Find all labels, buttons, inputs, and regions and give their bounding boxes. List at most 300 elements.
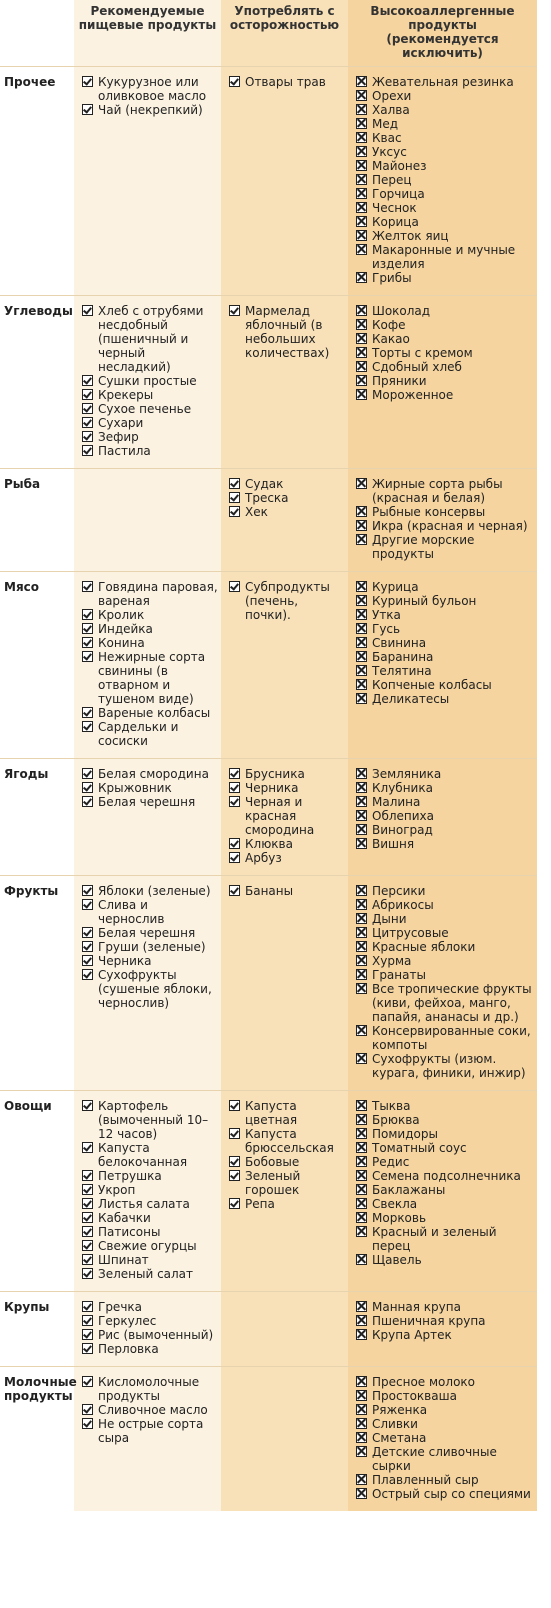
- list-item-label: Манная крупа: [372, 1300, 461, 1314]
- recommended-list: [82, 884, 218, 1010]
- recommended-list: [82, 580, 218, 748]
- list-item-label: Сухофрукты (изюм. курага, финики, инжир): [372, 1052, 526, 1080]
- caution-cell: [221, 1367, 348, 1512]
- checkbox-crossed-icon: [356, 1053, 367, 1064]
- checkbox-crossed-icon: [356, 1025, 367, 1036]
- recommended-cell: [74, 296, 221, 469]
- list-item-label: Крыжовник: [98, 781, 172, 795]
- list-item-label: Сухое печенье: [98, 402, 192, 416]
- checkbox-checked-icon: [82, 623, 93, 634]
- list-item-label: Зеленый горошек: [245, 1169, 301, 1197]
- checkbox-checked-icon: [82, 1376, 93, 1387]
- list-item: [356, 926, 534, 940]
- checkbox-crossed-icon: [356, 768, 367, 779]
- list-item: [229, 477, 345, 491]
- list-item-label: Белая черешня: [98, 926, 196, 940]
- list-item-label: Тыква: [372, 1099, 411, 1113]
- list-item: [356, 374, 534, 388]
- list-item: [356, 519, 534, 533]
- list-item-label: Корица: [372, 215, 419, 229]
- checkbox-checked-icon: [82, 651, 93, 662]
- caution-cell: [221, 572, 348, 759]
- list-item-label: Брюква: [372, 1113, 420, 1127]
- checkbox-checked-icon: [229, 76, 240, 87]
- list-item-label: Репа: [245, 1197, 275, 1211]
- list-item: [356, 954, 534, 968]
- list-item-label: Свекла: [372, 1197, 418, 1211]
- checkbox-crossed-icon: [356, 90, 367, 101]
- list-item: [82, 1403, 218, 1417]
- checkbox-checked-icon: [82, 1301, 93, 1312]
- checkbox-crossed-icon: [356, 899, 367, 910]
- list-item: [82, 580, 218, 608]
- checkbox-crossed-icon: [356, 1184, 367, 1195]
- list-item-label: Хлеб с отрубями несдобный (пшеничный и черный несладкий): [98, 304, 204, 374]
- checkbox-checked-icon: [229, 305, 240, 316]
- list-item: [356, 477, 534, 505]
- checkbox-crossed-icon: [356, 913, 367, 924]
- list-item-label: Клубника: [372, 781, 433, 795]
- list-item: [356, 767, 534, 781]
- checkbox-crossed-icon: [356, 160, 367, 171]
- list-item: [82, 1342, 218, 1356]
- list-item: [356, 884, 534, 898]
- list-item: [356, 229, 534, 243]
- list-item-label: Черника: [98, 954, 152, 968]
- recommended-cell: [74, 469, 221, 572]
- list-item-label: Черная и красная смородина: [245, 795, 315, 837]
- list-item: [229, 1169, 345, 1197]
- checkbox-checked-icon: [82, 1170, 93, 1181]
- list-item: [356, 1445, 534, 1473]
- list-item: [356, 898, 534, 912]
- list-item: [82, 304, 218, 374]
- caution-cell: [221, 1091, 348, 1292]
- category-cell: Фрукты: [0, 876, 74, 1091]
- list-item: [356, 580, 534, 594]
- list-item: [356, 1389, 534, 1403]
- recommended-list: [82, 1300, 218, 1356]
- list-item-label: Хек: [245, 505, 268, 519]
- list-item-label: Облепиха: [372, 809, 434, 823]
- list-item-label: Утка: [372, 608, 401, 622]
- list-item: [82, 884, 218, 898]
- checkbox-checked-icon: [82, 1184, 93, 1195]
- list-item: [356, 1052, 534, 1080]
- list-item-label: Пряники: [372, 374, 427, 388]
- list-item-label: Простокваша: [372, 1389, 457, 1403]
- checkbox-checked-icon: [82, 969, 93, 980]
- list-item-label: Помидоры: [372, 1127, 438, 1141]
- list-item-label: Черника: [245, 781, 299, 795]
- excluded-cell: [348, 296, 537, 469]
- list-item-label: Пастила: [98, 444, 151, 458]
- list-item-label: Курица: [372, 580, 419, 594]
- list-item: [229, 795, 345, 837]
- list-item: [82, 1417, 218, 1445]
- checkbox-checked-icon: [82, 1226, 93, 1237]
- checkbox-checked-icon: [229, 478, 240, 489]
- list-item: [356, 1183, 534, 1197]
- checkbox-checked-icon: [229, 852, 240, 863]
- checkbox-crossed-icon: [356, 838, 367, 849]
- list-item: [356, 131, 534, 145]
- table-row: [0, 67, 537, 296]
- checkbox-checked-icon: [82, 707, 93, 718]
- list-item: [82, 1267, 218, 1281]
- list-item: [82, 1225, 218, 1239]
- table-body: [0, 67, 537, 1512]
- list-item: [229, 304, 345, 360]
- list-item-label: Сухофрукты (сушеные яблоки, чернослив): [98, 968, 212, 1010]
- list-item-label: Субпродукты (печень, почки).: [245, 580, 330, 622]
- list-item: [356, 1024, 534, 1052]
- list-item-label: Баранина: [372, 650, 434, 664]
- excluded-cell: [348, 876, 537, 1091]
- caution-header: Употреблять с осторожностью: [221, 0, 348, 67]
- list-item-label: Плавленный сыр: [372, 1473, 479, 1487]
- category-cell: Овощи: [0, 1091, 74, 1292]
- list-item: [356, 1328, 534, 1342]
- list-item: [356, 1253, 534, 1267]
- list-item-label: Какао: [372, 332, 410, 346]
- list-item: [356, 1113, 534, 1127]
- header-row: [0, 0, 537, 67]
- checkbox-crossed-icon: [356, 941, 367, 952]
- recommended-list: [82, 1375, 218, 1445]
- checkbox-crossed-icon: [356, 272, 367, 283]
- excluded-cell: [348, 759, 537, 876]
- list-item: [229, 1197, 345, 1211]
- checkbox-crossed-icon: [356, 76, 367, 87]
- category-cell: Углеводы: [0, 296, 74, 469]
- category-header: [0, 0, 74, 67]
- list-item-label: Сливочное масло: [98, 1403, 208, 1417]
- list-item: [229, 75, 345, 89]
- checkbox-checked-icon: [82, 104, 93, 115]
- checkbox-crossed-icon: [356, 1114, 367, 1125]
- list-item-label: Майонез: [372, 159, 427, 173]
- checkbox-crossed-icon: [356, 202, 367, 213]
- excluded-cell: [348, 67, 537, 296]
- list-item: [356, 968, 534, 982]
- list-item-label: Крупа Артек: [372, 1328, 452, 1342]
- list-item-label: Ряженка: [372, 1403, 428, 1417]
- list-item: [82, 968, 218, 1010]
- list-item-label: Белая черешня: [98, 795, 196, 809]
- checkbox-crossed-icon: [356, 609, 367, 620]
- excluded-list: [356, 1375, 534, 1501]
- table-row: [0, 1091, 537, 1292]
- checkbox-checked-icon: [82, 445, 93, 456]
- checkbox-checked-icon: [82, 941, 93, 952]
- checkbox-crossed-icon: [356, 118, 367, 129]
- caution-list: [229, 1099, 345, 1211]
- list-item-label: Капуста белокочанная: [98, 1141, 188, 1169]
- list-item: [82, 1183, 218, 1197]
- checkbox-crossed-icon: [356, 1100, 367, 1111]
- list-item: [356, 823, 534, 837]
- list-item-label: Кофе: [372, 318, 406, 332]
- list-item-label: Арбуз: [245, 851, 282, 865]
- list-item-label: Грибы: [372, 271, 412, 285]
- list-item: [356, 318, 534, 332]
- list-item: [356, 608, 534, 622]
- checkbox-crossed-icon: [356, 983, 367, 994]
- list-item: [356, 117, 534, 131]
- list-item: [229, 1099, 345, 1127]
- list-item: [356, 1300, 534, 1314]
- list-item-label: Макаронные и мучные изделия: [372, 243, 516, 271]
- checkbox-checked-icon: [82, 76, 93, 87]
- recommended-list: [82, 767, 218, 809]
- list-item: [356, 912, 534, 926]
- list-item: [356, 346, 534, 360]
- list-item-label: Орехи: [372, 89, 412, 103]
- checkbox-crossed-icon: [356, 478, 367, 489]
- list-item: [356, 1099, 534, 1113]
- list-item-label: Малина: [372, 795, 421, 809]
- list-item: [82, 103, 218, 117]
- list-item: [82, 1141, 218, 1169]
- list-item-label: Груши (зеленые): [98, 940, 206, 954]
- checkbox-checked-icon: [82, 1240, 93, 1251]
- checkbox-crossed-icon: [356, 782, 367, 793]
- excluded-list: [356, 1099, 534, 1267]
- list-item-label: Щавель: [372, 1253, 422, 1267]
- list-item: [356, 215, 534, 229]
- checkbox-crossed-icon: [356, 1376, 367, 1387]
- checkbox-crossed-icon: [356, 1226, 367, 1237]
- list-item: [356, 1487, 534, 1501]
- list-item: [356, 1431, 534, 1445]
- list-item-label: Рис (вымоченный): [98, 1328, 214, 1342]
- checkbox-checked-icon: [229, 1170, 240, 1181]
- caution-cell: [221, 296, 348, 469]
- list-item: [356, 982, 534, 1024]
- list-item: [82, 1314, 218, 1328]
- caution-cell: [221, 469, 348, 572]
- checkbox-crossed-icon: [356, 1418, 367, 1429]
- list-item: [356, 650, 534, 664]
- checkbox-crossed-icon: [356, 1432, 367, 1443]
- checkbox-crossed-icon: [356, 955, 367, 966]
- list-item-label: Вишня: [372, 837, 415, 851]
- checkbox-crossed-icon: [356, 506, 367, 517]
- checkbox-checked-icon: [82, 782, 93, 793]
- list-item: [229, 505, 345, 519]
- checkbox-checked-icon: [82, 1329, 93, 1340]
- list-item-label: Редис: [372, 1155, 410, 1169]
- list-item-label: Перловка: [98, 1342, 159, 1356]
- checkbox-crossed-icon: [356, 595, 367, 606]
- list-item-label: Капуста брюссельская: [245, 1127, 334, 1155]
- list-item-label: Индейка: [98, 622, 153, 636]
- recommended-list: [82, 1099, 218, 1281]
- list-item-label: Кисломолочные продукты: [98, 1375, 200, 1403]
- recommended-cell: [74, 1292, 221, 1367]
- list-item-label: Геркулес: [98, 1314, 157, 1328]
- list-item: [229, 851, 345, 865]
- caution-list: [229, 304, 345, 360]
- list-item-label: Морковь: [372, 1211, 427, 1225]
- list-item-label: Мороженное: [372, 388, 454, 402]
- checkbox-crossed-icon: [356, 824, 367, 835]
- recommended-cell: [74, 1091, 221, 1292]
- list-item: [82, 795, 218, 809]
- checkbox-checked-icon: [82, 417, 93, 428]
- list-item-label: Телятина: [372, 664, 432, 678]
- checkbox-crossed-icon: [356, 637, 367, 648]
- list-item-label: Сухари: [98, 416, 144, 430]
- checkbox-crossed-icon: [356, 1128, 367, 1139]
- checkbox-crossed-icon: [356, 188, 367, 199]
- checkbox-crossed-icon: [356, 305, 367, 316]
- checkbox-checked-icon: [82, 389, 93, 400]
- list-item: [82, 636, 218, 650]
- checkbox-crossed-icon: [356, 244, 367, 255]
- excluded-list: [356, 884, 534, 1080]
- list-item-label: Перец: [372, 173, 412, 187]
- list-item-label: Кукурузное или оливковое масло: [98, 75, 207, 103]
- list-item: [356, 1375, 534, 1389]
- checkbox-checked-icon: [82, 1212, 93, 1223]
- list-item: [356, 795, 534, 809]
- list-item: [356, 201, 534, 215]
- list-item-label: Халва: [372, 103, 410, 117]
- list-item: [356, 636, 534, 650]
- list-item: [82, 75, 218, 103]
- checkbox-crossed-icon: [356, 623, 367, 634]
- excluded-list: [356, 304, 534, 402]
- checkbox-crossed-icon: [356, 1198, 367, 1209]
- list-item-label: Белая смородина: [98, 767, 209, 781]
- list-item: [229, 1127, 345, 1155]
- list-item: [356, 1225, 534, 1253]
- checkbox-checked-icon: [82, 1315, 93, 1326]
- list-item: [82, 430, 218, 444]
- table-row: [0, 296, 537, 469]
- list-item-label: Конина: [98, 636, 145, 650]
- checkbox-crossed-icon: [356, 174, 367, 185]
- checkbox-checked-icon: [229, 885, 240, 896]
- list-item-label: Икра (красная и черная): [372, 519, 528, 533]
- list-item: [82, 1099, 218, 1141]
- list-item-label: Красный и зеленый перец: [372, 1225, 497, 1253]
- list-item: [356, 692, 534, 706]
- checkbox-crossed-icon: [356, 1142, 367, 1153]
- list-item-label: Консервированные соки, компоты: [372, 1024, 531, 1052]
- caution-list: [229, 75, 345, 89]
- list-item: [82, 1211, 218, 1225]
- checkbox-crossed-icon: [356, 520, 367, 531]
- list-item: [82, 416, 218, 430]
- recommended-header: Рекомендуемые пищевые продукты: [74, 0, 221, 67]
- checkbox-checked-icon: [82, 609, 93, 620]
- list-item: [356, 103, 534, 117]
- checkbox-crossed-icon: [356, 693, 367, 704]
- checkbox-crossed-icon: [356, 132, 367, 143]
- list-item: [82, 1197, 218, 1211]
- list-item-label: Жирные сорта рыбы (красная и белая): [372, 477, 503, 505]
- checkbox-crossed-icon: [356, 1170, 367, 1181]
- checkbox-crossed-icon: [356, 389, 367, 400]
- list-item-label: Персики: [372, 884, 426, 898]
- list-item-label: Земляника: [372, 767, 442, 781]
- list-item: [229, 491, 345, 505]
- list-item: [229, 767, 345, 781]
- list-item: [356, 678, 534, 692]
- list-item: [82, 402, 218, 416]
- list-item: [82, 898, 218, 926]
- checkbox-crossed-icon: [356, 1390, 367, 1401]
- list-item-label: Сардельки и сосиски: [98, 720, 179, 748]
- recommended-cell: [74, 67, 221, 296]
- checkbox-checked-icon: [229, 768, 240, 779]
- list-item: [356, 594, 534, 608]
- list-item: [82, 1328, 218, 1342]
- checkbox-crossed-icon: [356, 796, 367, 807]
- excluded-list: [356, 477, 534, 561]
- list-item: [82, 940, 218, 954]
- checkbox-crossed-icon: [356, 1156, 367, 1167]
- excluded-cell: [348, 1292, 537, 1367]
- list-item: [356, 1127, 534, 1141]
- checkbox-checked-icon: [229, 581, 240, 592]
- checkbox-crossed-icon: [356, 810, 367, 821]
- recommended-cell: [74, 876, 221, 1091]
- list-item-label: Сдобный хлеб: [372, 360, 462, 374]
- list-item-label: Свежие огурцы: [98, 1239, 197, 1253]
- list-item: [356, 940, 534, 954]
- list-item-label: Вареные колбасы: [98, 706, 211, 720]
- checkbox-checked-icon: [82, 721, 93, 732]
- checkbox-checked-icon: [229, 1100, 240, 1111]
- list-item: [82, 720, 218, 748]
- list-item-label: Патисоны: [98, 1225, 161, 1239]
- list-item-label: Семена подсолнечника: [372, 1169, 521, 1183]
- checkbox-crossed-icon: [356, 375, 367, 386]
- checkbox-checked-icon: [229, 796, 240, 807]
- checkbox-crossed-icon: [356, 651, 367, 662]
- list-item: [82, 622, 218, 636]
- caution-list: [229, 477, 345, 519]
- checkbox-checked-icon: [82, 1268, 93, 1279]
- checkbox-checked-icon: [82, 885, 93, 896]
- list-item: [356, 1417, 534, 1431]
- caution-cell: [221, 876, 348, 1091]
- list-item: [82, 1375, 218, 1403]
- list-item-label: Желток яиц: [372, 229, 449, 243]
- list-item-label: Пшеничная крупа: [372, 1314, 486, 1328]
- list-item-label: Судак: [245, 477, 284, 491]
- list-item-label: Острый сыр со специями: [372, 1487, 531, 1501]
- checkbox-checked-icon: [229, 492, 240, 503]
- list-item: [356, 837, 534, 851]
- list-item: [356, 159, 534, 173]
- recommended-list: [82, 304, 218, 458]
- checkbox-checked-icon: [82, 796, 93, 807]
- category-cell: Мясо: [0, 572, 74, 759]
- checkbox-checked-icon: [82, 403, 93, 414]
- table-row: [0, 572, 537, 759]
- category-cell: Молочные продукты: [0, 1367, 74, 1512]
- list-item: [82, 1300, 218, 1314]
- list-item-label: Уксус: [372, 145, 407, 159]
- excluded-list: [356, 580, 534, 706]
- checkbox-checked-icon: [229, 1156, 240, 1167]
- excluded-list: [356, 75, 534, 285]
